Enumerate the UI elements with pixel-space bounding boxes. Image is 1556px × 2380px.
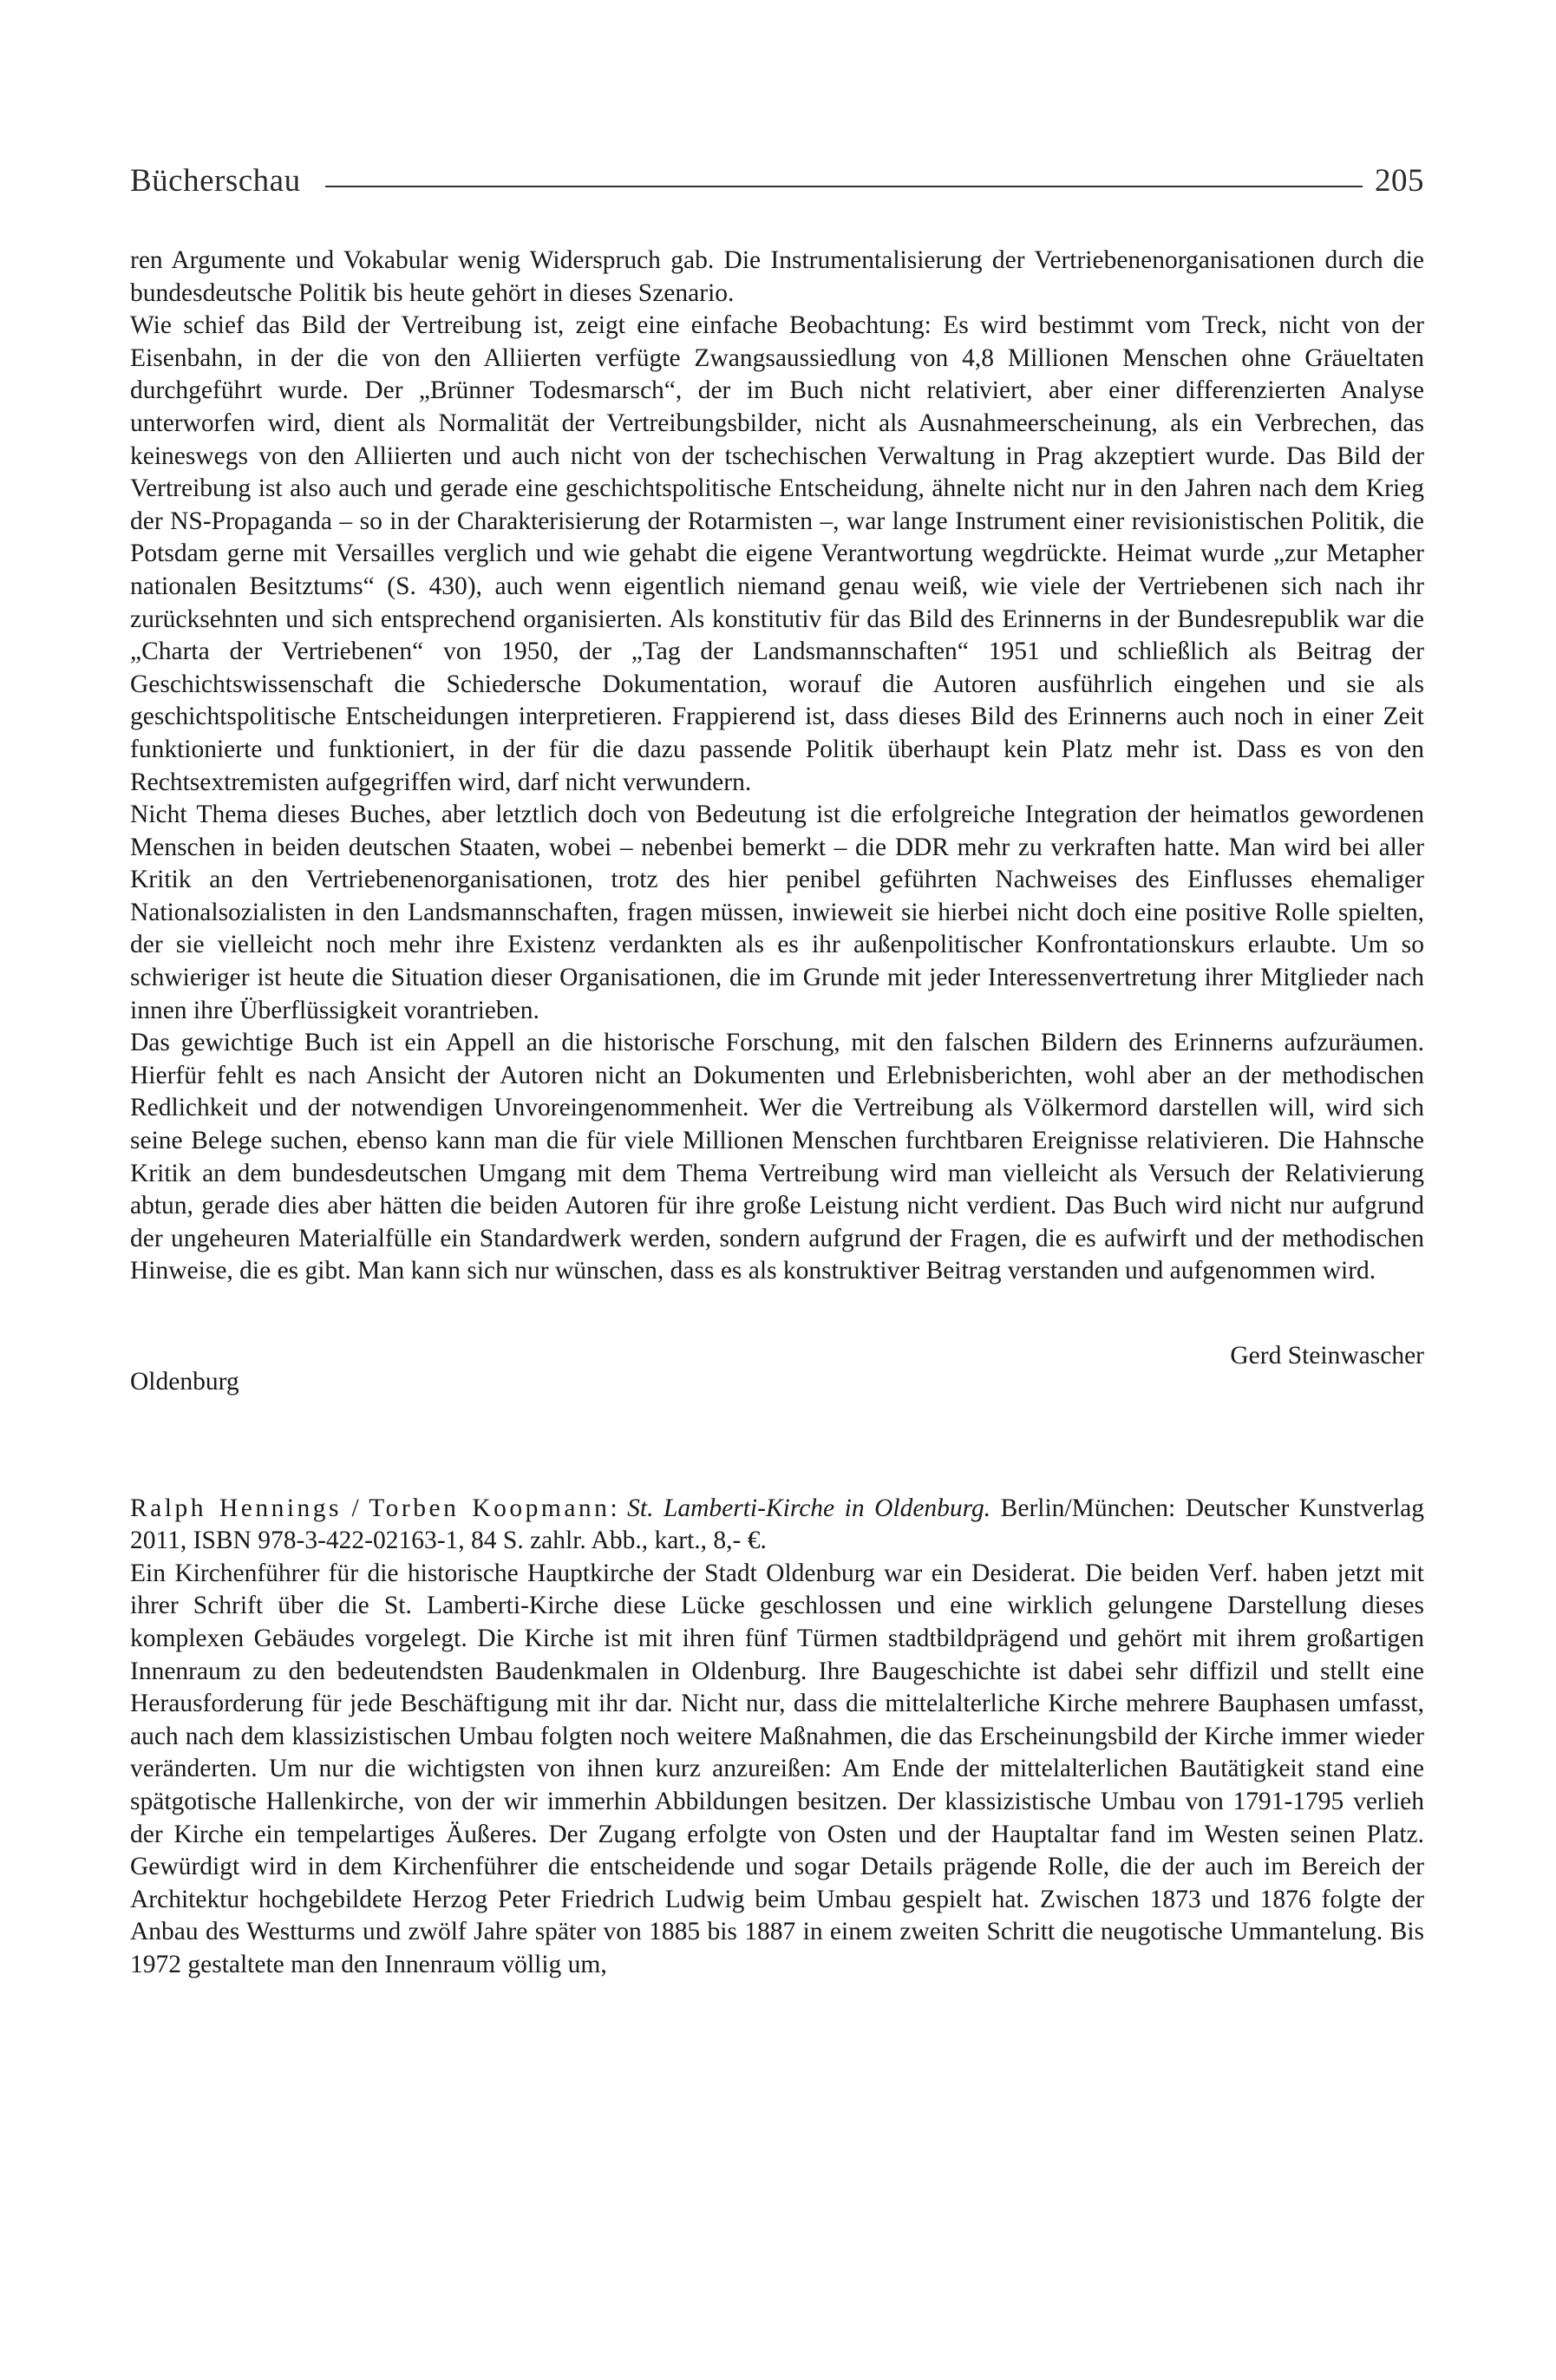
colon: : [610,1494,628,1522]
review-text-1 [130,245,1424,1288]
paragraph: Nicht Thema dieses Buches, aber letztlich doch von Bedeutung ist die erfolgreiche Integration der heimatlos gewordenen Menschen in beiden deutschen Staaten, wobei – nebenbei bemerkt – die DDR mehr zu verkraften hatte. Man wird bei aller Kritik an den Vertriebenenorganisationen, trotz des hier penibel geführten Nachweises des Einflusses ehemaliger Nationalsozialisten in den Landsmannschaften, fragen müssen, inwieweit sie hierbei nicht doch eine positive Rolle spielten, der sie vielleicht noch mehr ihre Existenz verdankten als es ihr außenpolitischer Konfrontationskurs erlaubte. Um so schwieriger ist heute die Situation dieser Organisationen, die im Grunde mit jeder Interessenvertretung ihrer Mitglieder nach innen ihre Überflüssigkeit vorantrieben. [130,801,1424,1024]
paragraph: Wie schief das Bild der Vertreibung ist, zeigt eine einfache Beobachtung: Es wird bestimmt vom Treck, nicht von der Eisenbahn, in der die von den Alliierten verfügte Zwangsaussiedlung von 4,8 Millionen Menschen ohne Gräueltaten durchgeführt wurde. Der „Brünner Todesmarsch“, der im Buch nicht relativiert, aber einer differenzierten Analyse unterworfen wird, dient als Normalität der Vertreibungsbilder, nicht als Ausnahmeerscheinung, als ein Verbrechen, das keineswegs von den Alliierten und auch nicht von der tschechischen Verwaltung in Prag akzeptiert wurde. Das Bild der Vertreibung ist also auch und gerade eine geschichtspolitische Entscheidung, ähnelte nicht nur in den Jahren nach dem Krieg der NS-Propaganda – so in der Charakterisierung der Rotarmisten –, war lange Instrument einer revisionistischen Politik, die Potsdam gerne mit Versailles verglich und wie gehabt die eigene Verantwortung wegdrückte. Heimat wurde „zur Metapher nationalen Besitztums“ (S. 430), auch wenn eigentlich niemand genau weiß, wie viele der Vertriebenen sich nach ihr zurücksehnten und sich entsprechend organisierten. Als konstitutiv für das Bild des Erinnerns in der Bundesrepublik war die „Charta der Vertriebenen“ von 1950, der „Tag der Landsmannschaften“ 1951 und schließlich als Beitrag der Geschichtswissenschaft die Schiedersche Dokumentation, worauf die Autoren ausführlich eingehen und sie als geschichtspolitische Entscheidungen interpretieren. Frappierend ist, dass dieses Bild des Erinnerns auch noch in einer Zeit funktionierte und funktioniert, in der für die dazu passende Politik überhaupt kein Platz mehr ist. Dass es von den Rechtsextremisten aufgegriffen wird, darf nicht verwundern. [130,311,1424,796]
author-separator: / [342,1494,369,1522]
page-number: 205 [1375,163,1424,199]
signature-place: Oldenburg [130,1368,239,1396]
paragraph: Das gewichtige Buch ist ein Appell an die historische Forschung, mit den falschen Bildern des Erinnerns aufzuräumen. Hierfür fehlt es nach Ansicht der Autoren nicht an Dokumenten und Erlebnisberichten, wohl aber an der methodischen Redlichkeit und der notwendigen Unvoreingenommenheit. Wer die Vertreibung als Völkermord darstellen will, wird sich seine Belege suchen, ebenso kann man die für viele Millionen Menschen furchtbaren Ereignisse relativieren. Die Hahnsche Kritik an dem bundesdeutschen Umgang mit dem Thema Vertreibung wird man vielleicht als Versuch der Relativierung abtun, gerade dies aber hätten die beiden Autoren für ihre große Leistung nicht verdient. Das Buch wird nicht nur aufgrund der ungeheuren Materialfülle ein Standardwerk werden, sondern aufgrund der Fragen, die es aufwirft und der methodischen Hinweise, die es gibt. Man kann sich nur wünschen, dass es als konstruktiver Beitrag verstanden und aufgenommen wird. [130,1029,1424,1285]
signature-author: Gerd Steinwascher [1230,1342,1424,1370]
bibliographic-entry [130,1493,1424,1558]
running-head [130,147,1424,199]
bibliographic-details: Berlin/München: Deutscher Kunstverlag 2011, ISBN 978-3-422-02163-1, 84 S. zahlr. Abb., kart., 8,- €. [130,1494,1424,1555]
book-title: St. Lamberti-Kirche in Oldenburg. [627,1494,991,1522]
paragraph: ren Argumente und Vokabular wenig Widerspruch gab. Die Instrumentalisierung der Vertriebenenorganisationen durch die bundesdeutsche Politik bis heute gehört in dieses Szenario. [130,246,1424,307]
paragraph: Ein Kirchenführer für die historische Hauptkirche der Stadt Oldenburg war ein Desiderat. Die beiden Verf. haben jetzt mit ihrer Schrift über die St. Lamberti-Kirche diese Lücke geschlossen und eine wirklich gelungene Darstellung dieses komplexen Gebäudes vorgelegt. Die Kirche ist mit ihren fünf Türmen stadtbildprägend und gehört mit ihrem großartigen Innenraum zu den bedeutendsten Baudenkmalen in Oldenburg. Ihre Baugeschichte ist dabei sehr diffizil und stellt eine Herausforderung für jede Beschäftigung mit ihr dar. Nicht nur, dass die mittelalterliche Kirche mehrere Bauphasen umfasst, auch nach dem klassizistischen Umbau folgten noch weitere Maßnahmen, die das Erscheinungsbild der Kirche immer wieder veränderten. Um nur die wichtigsten von ihnen kurz anzureißen: Am Ende der mittelalterlichen Bautätigkeit stand eine spätgotische Hallenkirche, von der wir immerhin Abbildungen besitzen. Der klassizistische Umbau von 1791-1795 verlieh der Kirche ein tempelartiges Äußeres. Der Zugang erfolgte von Osten und der Hauptaltar fand im Westen seinen Platz. Gewürdigt wird in dem Kirchenführer die entscheidende und sogar Details prägende Rolle, die der auch im Bereich der Architektur hochgebildete Herzog Peter Friedrich Ludwig beim Umbau gespielt hat. Zwischen 1873 und 1876 folgte der Anbau des Westturms und zwölf Jahre später von 1885 bis 1887 in einem zweiten Schritt die neugotische Ummantelung. Bis 1972 gestaltete man den Innenraum völlig um, [130,1559,1424,1978]
book-author-1: Ralph Hennings [130,1494,343,1522]
review-signature [130,1340,1424,1399]
book-author-2: Torben Koopmann [369,1494,611,1522]
review-2 [130,1493,1424,1982]
header-rule [325,186,1363,187]
page [130,147,1424,1982]
section-title: Bücherschau [130,163,301,199]
